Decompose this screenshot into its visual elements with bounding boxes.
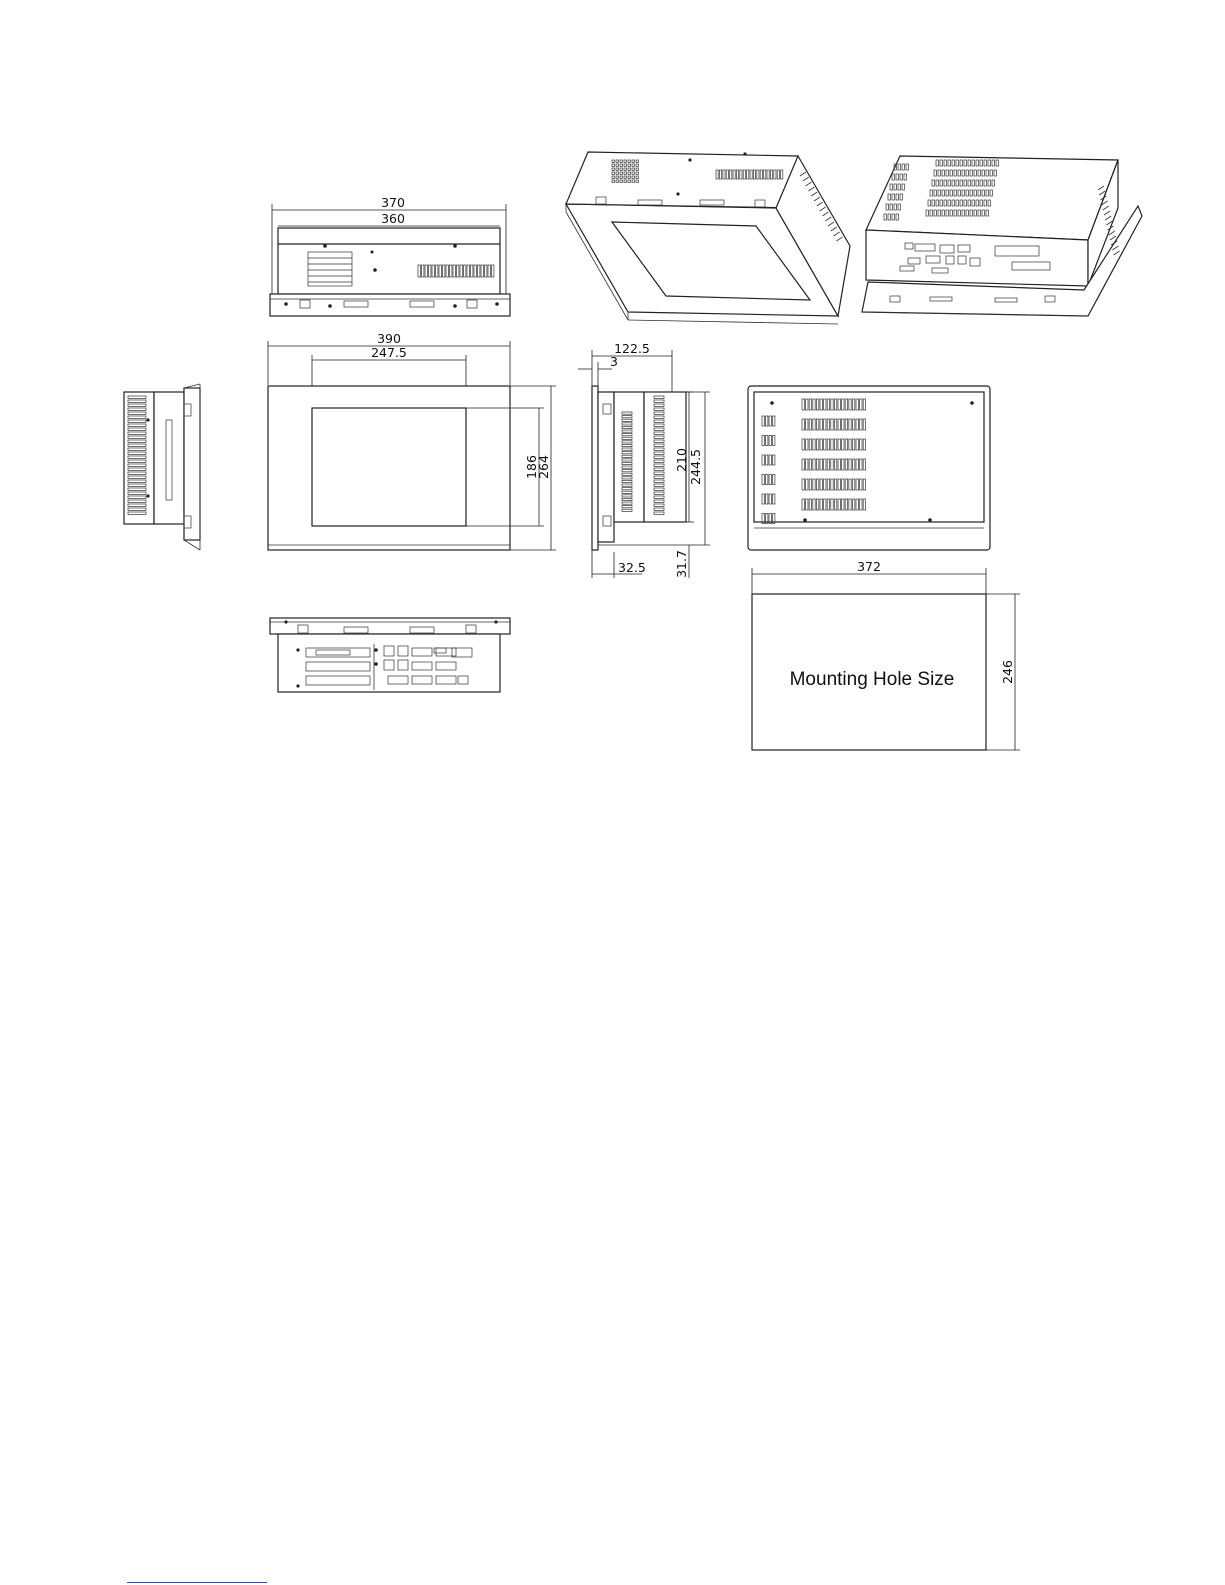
dim-cutout-height: 246 [1000, 660, 1015, 684]
bottom-io-view [270, 618, 510, 692]
left-side-view [124, 384, 200, 550]
dim-cutout-width: 372 [857, 559, 881, 574]
dim-side-overall-height: 244.5 [688, 449, 703, 485]
vent-slot [1109, 231, 1115, 235]
rear-view [748, 386, 990, 550]
footer-rule [127, 1582, 267, 1583]
isometric-rear-view [862, 156, 1142, 316]
dim-front-overall-width: 390 [377, 331, 401, 346]
dim-side-depth: 122.5 [614, 341, 650, 356]
dim-side-bottom-height: 31.7 [674, 550, 689, 578]
vent-slot [1110, 236, 1116, 240]
dim-side-body-height: 210 [674, 448, 689, 472]
dim-top-inner-width: 360 [381, 211, 405, 226]
right-side-view [578, 341, 710, 578]
mounting-hole-label: Mounting Hole Size [789, 669, 955, 690]
dim-side-bezel: 3 [610, 354, 618, 369]
dim-front-screen-width: 247.5 [371, 345, 407, 360]
mounting-hole-cutout [752, 559, 1020, 750]
top-view [270, 195, 510, 316]
front-view [268, 331, 556, 550]
dim-front-overall-height: 264 [536, 455, 551, 479]
dim-side-bottom-offset: 32.5 [618, 560, 646, 575]
dim-top-outer-width: 370 [381, 195, 405, 210]
isometric-front-view [566, 152, 850, 324]
dim-front-screen-height: 186 [524, 455, 539, 479]
